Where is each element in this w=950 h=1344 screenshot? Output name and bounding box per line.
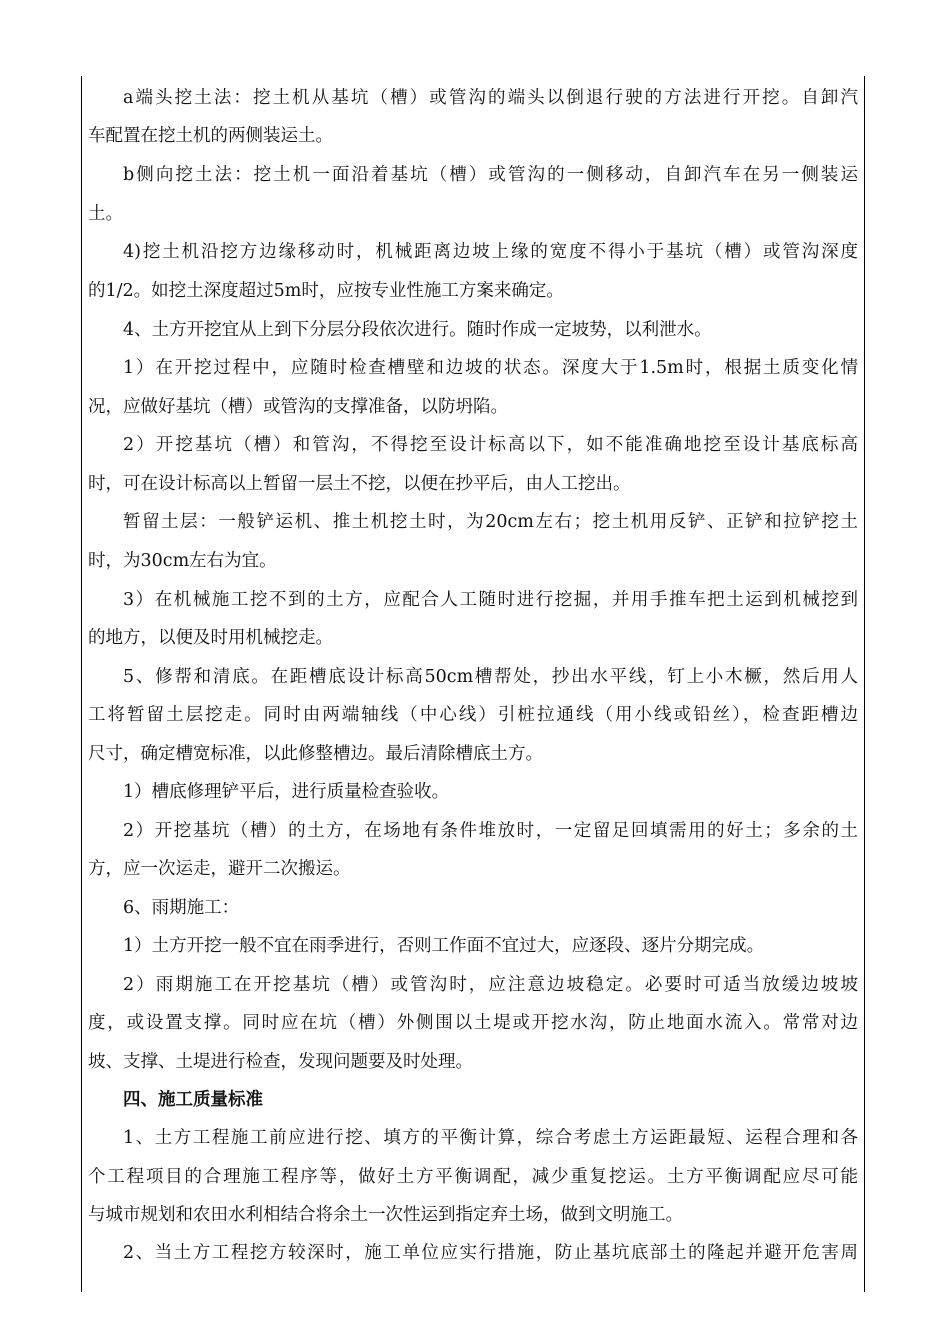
text-line: 尺寸，确定槽宽标准，以此修整槽边。最后清除槽底土方。 <box>88 744 543 764</box>
text-line: 暂留土层：一般铲运机、推土机挖土时，为20cm左右；挖土机用反铲、正铲和拉铲挖土 <box>123 512 858 532</box>
text-line: 1）土方开挖一般不宜在雨季进行，否则工作面不宜过大，应逐段、逐片分期完成。 <box>123 936 765 956</box>
text-line: 1）在开挖过程中，应随时检查槽壁和边坡的状态。深度大于1.5m时，根据土质变化情 <box>123 358 858 378</box>
text-line: 2）雨期施工在开挖基坑（槽）或管沟时，应注意边坡稳定。必要时可适当放缓边坡坡 <box>123 975 858 995</box>
text-line: 与城市规划和农田水利相结合将余土一次性运到指定弃土场，做到文明施工。 <box>88 1205 683 1225</box>
text-line: 6、雨期施工： <box>123 898 240 918</box>
text-line: 3）在机械施工挖不到的土方，应配合人工随时进行挖掘，并用手推车把土运到机械挖到 <box>123 590 858 610</box>
text-line: 2、当土方工程挖方较深时，施工单位应实行措施，防止基坑底部土的隆起并避开危害周 <box>123 1243 858 1263</box>
section-heading: 四、施工质量标准 <box>123 1090 263 1110</box>
text-line: 2）开挖基坑（槽）的土方，在场地有条件堆放时，一定留足回填需用的好土；多余的土 <box>123 821 858 841</box>
text-line: a端头挖土法：挖土机从基坑（槽）或管沟的端头以倒退行驶的方法进行开挖。自卸汽 <box>123 88 858 108</box>
text-line: 的地方，以便及时用机械挖走。 <box>88 628 333 648</box>
text-line: 的1/2。如挖土深度超过5m时，应按专业性施工方案来确定。 <box>88 281 564 301</box>
text-line: 4、土方开挖宜从上到下分层分段依次进行。随时作成一定坡势，以利泄水。 <box>123 320 712 340</box>
text-line: 个工程项目的合理施工程序等，做好土方平衡调配，减少重复挖运。土方平衡调配应尽可能 <box>88 1167 858 1187</box>
text-line: 4)挖土机沿挖方边缘移动时，机械距离边坡上缘的宽度不得小于基坑（槽）或管沟深度 <box>123 242 858 262</box>
document-page <box>81 76 865 1292</box>
text-line: 1、土方工程施工前应进行挖、填方的平衡计算，综合考虑土方运距最短、运程合理和各 <box>123 1128 858 1148</box>
text-line: 况，应做好基坑（槽）或管沟的支撑准备，以防坍陷。 <box>88 397 508 417</box>
text-line: 度，或设置支撑。同时应在坑（槽）外侧围以土堤或开挖水沟，防止地面水流入。常常对边 <box>88 1013 858 1033</box>
text-line: b侧向挖土法：挖土机一面沿着基坑（槽）或管沟的一侧移动，自卸汽车在另一侧装运 <box>123 165 858 185</box>
text-line: 时，可在设计标高以上暂留一层土不挖，以便在抄平后，由人工挖出。 <box>88 474 631 494</box>
text-line: 工将暂留土层挖走。同时由两端轴线（中心线）引桩拉通线（用小线或铅丝），检查距槽边 <box>88 705 858 725</box>
text-line: 方，应一次运走，避开二次搬运。 <box>88 859 351 879</box>
text-line: 5、修帮和清底。在距槽底设计标高50cm槽帮处，抄出水平线，钉上小木橛，然后用人 <box>123 667 858 687</box>
text-line: 车配置在挖土机的两侧装运土。 <box>88 126 333 146</box>
text-line: 时，为30cm左右为宜。 <box>88 551 277 571</box>
text-line: 1）槽底修理铲平后，进行质量检查验收。 <box>123 782 450 802</box>
text-line: 2）开挖基坑（槽）和管沟，不得挖至设计标高以下，如不能准确地挖至设计基底标高 <box>123 435 858 455</box>
text-line: 坡、支撑、土堤进行检查，发现问题要及时处理。 <box>88 1052 473 1072</box>
text-line: 土。 <box>88 204 123 224</box>
